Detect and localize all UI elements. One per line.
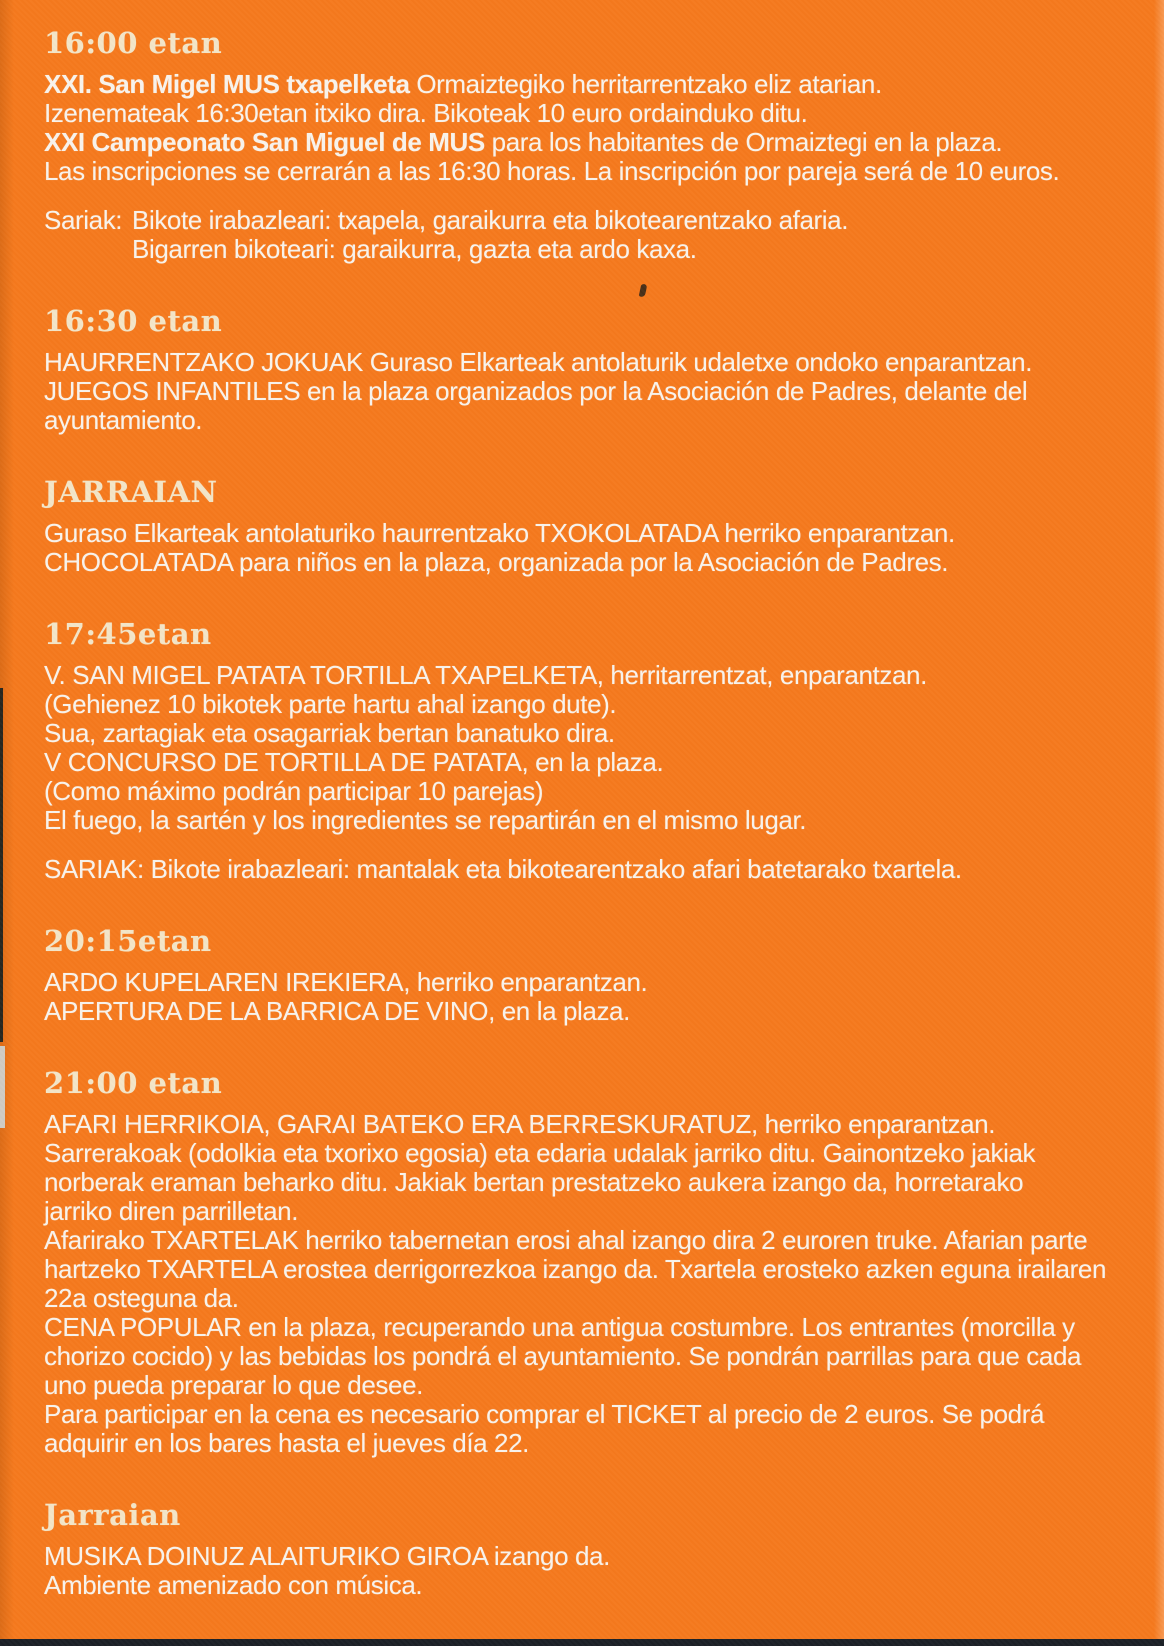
text-line	[44, 855, 1134, 884]
event-paragraph	[44, 519, 1134, 577]
text-line	[44, 348, 1134, 377]
text-segment: MUSIKA DOINUZ ALAITURIKO GIROA izango da.	[44, 1541, 610, 1571]
text-segment: V CONCURSO DE TORTILLA DE PATATA, en la plaza.	[44, 747, 664, 777]
text-line	[44, 1371, 1134, 1400]
text-segment: Bigarren bikoteari: garaikurra, gazta eta ardo kaxa.	[132, 234, 697, 264]
text-segment: Bikote irabazleari: txapela, garaikurra eta bikotearentzako afaria.	[132, 205, 849, 235]
text-line	[44, 99, 1134, 128]
event-paragraph	[44, 661, 1134, 835]
text-segment: Ormaiztegiko herritarrentzako eliz atarian.	[409, 69, 882, 99]
text-line	[44, 1197, 1134, 1226]
text-segment: jarriko diren parrilletan.	[44, 1196, 299, 1226]
text-line	[44, 806, 1134, 835]
scan-light-strip	[0, 1046, 5, 1128]
text-segment: para los habitantes de Ormaiztegi en la plaza.	[484, 127, 1003, 157]
text-segment: SARIAK: Bikote irabazleari: mantalak eta bikotearentzako afari batetarako txartela.	[44, 854, 962, 884]
event-paragraph	[44, 70, 1134, 186]
text-segment: Sua, zartagiak eta osagarriak bertan banatuko dira.	[44, 718, 615, 748]
text-segment: Izenemateak 16:30etan itxiko dira. Bikoteak 10 euro ordainduko ditu.	[44, 98, 808, 128]
text-line	[44, 968, 1134, 997]
text-segment: adquirir en los bares hasta el jueves día 22.	[44, 1428, 529, 1458]
text-line	[44, 1226, 1134, 1255]
section-time-heading: Jarraian	[44, 1498, 181, 1532]
event-section	[44, 26, 1134, 264]
text-line	[44, 719, 1134, 748]
text-line	[44, 748, 1134, 777]
text-line	[132, 235, 1134, 264]
text-line	[44, 377, 1134, 406]
text-line	[44, 1542, 1134, 1571]
text-segment: Las inscripciones se cerrarán a las 16:30 horas. La inscripción por pareja será de 10 euros.	[44, 156, 1060, 186]
event-paragraph	[44, 968, 1134, 1026]
prizes-lines	[132, 206, 1134, 264]
text-line	[44, 1571, 1134, 1600]
text-segment: (Gehienez 10 bikotek parte hartu ahal izango dute).	[44, 689, 617, 719]
text-line	[44, 519, 1134, 548]
text-segment: AFARI HERRIKOIA, GARAI BATEKO ERA BERRESKURATUZ, herriko enparantzan.	[44, 1109, 996, 1139]
text-line	[44, 128, 1134, 157]
text-line	[44, 1313, 1134, 1342]
section-time-heading: JARRAIAN	[44, 475, 218, 509]
text-segment: Sarrerakoak (odolkia eta txorixo egosia) eta edaria udalak jarriko ditu. Gainontzeko jakiak	[44, 1138, 1036, 1168]
text-segment: norberak eraman beharko ditu. Jakiak bertan prestatzeko aukera izango da, horretarako	[44, 1167, 1024, 1197]
text-segment: HAURRENTZAKO JOKUAK Guraso Elkarteak antolaturik udaletxe ondoko enparantzan.	[44, 347, 1033, 377]
section-time-heading: 17:45etan	[44, 617, 212, 651]
event-paragraph	[44, 1110, 1134, 1458]
text-segment: Ambiente amenizado con música.	[44, 1570, 423, 1600]
text-segment: JUEGOS INFANTILES en la plaza organizados por la Asociación de Padres, delante del	[44, 376, 1028, 406]
text-line	[44, 1400, 1134, 1429]
event-paragraph	[44, 855, 1134, 884]
text-segment: Guraso Elkarteak antolaturiko haurrentzako TXOKOLATADA herriko enparantzan.	[44, 518, 955, 548]
text-segment: ARDO KUPELAREN IREKIERA, herriko enparantzan.	[44, 967, 648, 997]
text-segment: CHOCOLATADA para niños en la plaza, organizada por la Asociación de Padres.	[44, 547, 949, 577]
text-line	[44, 70, 1134, 99]
scan-bottom-edge-bar	[0, 1639, 1164, 1646]
text-segment-bold: XXI. San Migel MUS txapelketa	[44, 69, 410, 99]
event-paragraph	[44, 1542, 1134, 1600]
prizes-label: Sariak:	[44, 205, 123, 235]
text-line	[44, 1139, 1134, 1168]
text-segment: El fuego, la sartén y los ingredientes se repartirán en el mismo lugar.	[44, 805, 807, 835]
text-line	[44, 548, 1134, 577]
section-time-heading: 16:00 etan	[44, 26, 223, 60]
text-segment: Para participar en la cena es necesario comprar el TICKET al precio de 2 euros. Se podrá	[44, 1399, 1045, 1429]
text-line	[44, 1342, 1134, 1371]
event-section	[44, 617, 1134, 884]
text-line	[44, 1429, 1134, 1458]
text-line	[44, 1110, 1134, 1139]
text-line	[44, 406, 1134, 435]
event-paragraph	[44, 206, 1134, 264]
text-segment-bold: XXI Campeonato San Miguel de MUS	[44, 127, 485, 157]
text-line	[44, 1255, 1134, 1284]
text-line	[44, 157, 1134, 186]
event-section	[44, 1498, 1134, 1600]
event-paragraph	[44, 348, 1134, 435]
text-line	[44, 997, 1134, 1026]
event-section	[44, 475, 1134, 577]
section-time-heading: 16:30 etan	[44, 304, 223, 338]
section-time-heading: 21:00 etan	[44, 1066, 223, 1100]
text-segment: CENA POPULAR en la plaza, recuperando una antigua costumbre. Los entrantes (morcilla y	[44, 1312, 1075, 1342]
text-line	[44, 690, 1134, 719]
event-section	[44, 1066, 1134, 1458]
text-segment: V. SAN MIGEL PATATA TORTILLA TXAPELKETA, herritarrentzat, enparantzan.	[44, 660, 927, 690]
text-line	[132, 206, 1134, 235]
text-segment: ayuntamiento.	[44, 405, 203, 435]
text-segment: 22a osteguna da.	[44, 1283, 239, 1313]
section-time-heading: 20:15etan	[44, 924, 212, 958]
text-segment: APERTURA DE LA BARRICA DE VINO, en la plaza.	[44, 996, 630, 1026]
text-segment: chorizo cocido) y las bebidas los pondrá el ayuntamiento. Se pondrán parrillas para que cada	[44, 1341, 1082, 1371]
event-section	[44, 924, 1134, 1026]
text-segment: uno pueda preparar lo que desee.	[44, 1370, 423, 1400]
text-segment: hartzeko TXARTELA erostea derrigorrezkoa izango da. Txartela erosteko azken eguna irailaren	[44, 1254, 1106, 1284]
text-line	[44, 777, 1134, 806]
scan-dark-strip	[0, 688, 3, 1042]
text-line	[44, 1284, 1134, 1313]
text-line	[44, 661, 1134, 690]
event-section	[44, 304, 1134, 435]
text-segment: Afarirako TXARTELAK herriko tabernetan erosi ahal izango dira 2 euroren truke. Afarian parte	[44, 1225, 1088, 1255]
text-line	[44, 1168, 1134, 1197]
text-segment: (Como máximo podrán participar 10 parejas)	[44, 776, 544, 806]
